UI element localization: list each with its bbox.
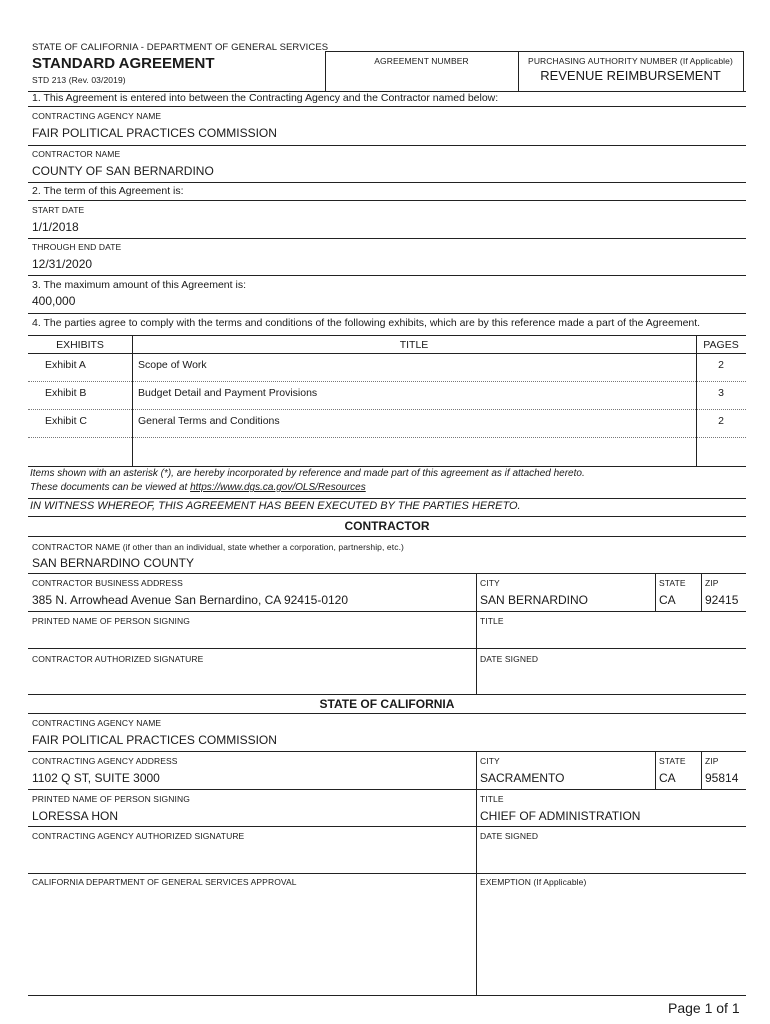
contractor-legal-name-label: CONTRACTOR NAME (if other than an individual, state whether a corporation, partnership, etc.)	[32, 542, 404, 552]
purchasing-authority-field[interactable]: REVENUE REIMBURSEMENT	[540, 68, 721, 83]
exemption-label: EXEMPTION (If Applicable)	[480, 877, 587, 887]
max-amount-field[interactable]: 400,000	[32, 294, 76, 308]
section-2-text: 2. The term of this Agreement is:	[32, 185, 184, 197]
section-4-text: 4. The parties agree to comply with the terms and conditions of the following exhibits, which are by this reference made a part of the Agreement.	[32, 317, 701, 329]
start-date-field[interactable]: 1/1/2018	[32, 220, 79, 234]
contractor-city-label: CITY	[480, 578, 500, 588]
resources-note	[30, 482, 366, 493]
dgs-approval-label: CALIFORNIA DEPARTMENT OF GENERAL SERVICES APPROVAL	[32, 877, 297, 887]
contractor-address-label: CONTRACTOR BUSINESS ADDRESS	[32, 578, 183, 588]
state-date-signed-label: DATE SIGNED	[480, 831, 539, 841]
exhibit-cell: Exhibit A	[45, 359, 86, 371]
contractor-city-field[interactable]: SAN BERNARDINO	[480, 593, 589, 607]
state-agency-name-field[interactable]: FAIR POLITICAL PRACTICES COMMISSION	[32, 733, 277, 747]
state-agency-address-field[interactable]: 1102 Q ST, SUITE 3000	[32, 771, 160, 785]
contractor-printed-name-label: PRINTED NAME OF PERSON SIGNING	[32, 616, 190, 626]
contractor-state-field[interactable]: CA	[659, 593, 676, 607]
form-title: STANDARD AGREEMENT	[32, 55, 215, 72]
title-header: TITLE	[399, 339, 429, 351]
state-zip-field[interactable]: 95814	[705, 771, 739, 785]
contractor-heading: CONTRACTOR	[344, 519, 430, 533]
contractor-state-label: STATE	[659, 578, 686, 588]
contractor-date-signed-field[interactable]	[478, 666, 744, 692]
state-city-field[interactable]: SACRAMENTO	[480, 771, 565, 785]
contractor-title-label: TITLE	[480, 616, 504, 626]
state-title-field[interactable]: CHIEF OF ADMINISTRATION	[480, 809, 641, 823]
exhibit-pages-cell: 3	[718, 387, 724, 399]
state-zip-label: ZIP	[705, 756, 719, 766]
contractor-zip-label: ZIP	[705, 578, 719, 588]
contractor-date-signed-label: DATE SIGNED	[480, 654, 539, 664]
contractor-name-field[interactable]: COUNTY OF SAN BERNARDINO	[32, 164, 214, 178]
state-printed-name-label: PRINTED NAME OF PERSON SIGNING	[32, 794, 190, 804]
state-date-signed-field[interactable]	[478, 843, 744, 871]
exhibit-cell: Exhibit B	[45, 387, 87, 399]
exemption-field[interactable]	[478, 889, 744, 993]
start-date-label: START DATE	[32, 205, 85, 215]
exhibit-title-cell: Scope of Work	[138, 359, 207, 371]
contracting-agency-field[interactable]: FAIR POLITICAL PRACTICES COMMISSION	[32, 126, 277, 140]
pages-header: PAGES	[703, 339, 739, 351]
contractor-name-label: CONTRACTOR NAME	[32, 149, 121, 159]
page-number: Page 1 of 1	[668, 1000, 740, 1016]
state-state-label: STATE	[659, 756, 686, 766]
exhibits-header: EXHIBITS	[56, 339, 104, 351]
witness-statement: IN WITNESS WHEREOF, THIS AGREEMENT HAS BEEN EXECUTED BY THE PARTIES HERETO.	[30, 500, 521, 512]
state-title-label: TITLE	[480, 794, 504, 804]
state-signature-field[interactable]	[28, 843, 474, 871]
contractor-signature-field[interactable]	[28, 666, 474, 692]
exhibit-pages-cell: 2	[718, 415, 724, 427]
agreement-number-label: AGREEMENT NUMBER	[374, 56, 469, 66]
section-3-text: 3. The maximum amount of this Agreement is:	[32, 279, 246, 291]
resources-link[interactable]: https://www.dgs.ca.gov/OLS/Resources	[190, 482, 366, 493]
contractor-zip-field[interactable]: 92415	[705, 593, 739, 607]
state-signature-label: CONTRACTING AGENCY AUTHORIZED SIGNATURE	[32, 831, 245, 841]
form-id: STD 213 (Rev. 03/2019)	[32, 75, 126, 85]
state-agency-name-label: CONTRACTING AGENCY NAME	[32, 718, 162, 728]
exhibit-cell: Exhibit C	[45, 415, 88, 427]
contractor-signature-label: CONTRACTOR AUTHORIZED SIGNATURE	[32, 654, 204, 664]
section-1-text: 1. This Agreement is entered into between the Contracting Agency and the Contractor named below:	[32, 92, 499, 104]
state-printed-name-field[interactable]: LORESSA HON	[32, 809, 119, 823]
state-state-field[interactable]: CA	[659, 771, 676, 785]
resources-note-text: These documents can be viewed at	[30, 482, 191, 493]
state-city-label: CITY	[480, 756, 500, 766]
end-date-label: THROUGH END DATE	[32, 242, 122, 252]
department-line: STATE OF CALIFORNIA - DEPARTMENT OF GENERAL SERVICES	[32, 42, 329, 53]
exhibit-title-cell: Budget Detail and Payment Provisions	[138, 387, 318, 399]
contracting-agency-label: CONTRACTING AGENCY NAME	[32, 111, 162, 121]
state-heading: STATE OF CALIFORNIA	[319, 697, 455, 711]
contractor-legal-name-field[interactable]: SAN BERNARDINO COUNTY	[32, 556, 195, 570]
dgs-approval-field[interactable]	[28, 889, 474, 993]
state-agency-address-label: CONTRACTING AGENCY ADDRESS	[32, 756, 178, 766]
end-date-field[interactable]: 12/31/2020	[32, 257, 93, 271]
purchasing-authority-label: PURCHASING AUTHORITY NUMBER (If Applicable)	[528, 56, 733, 66]
exhibit-pages-cell: 2	[718, 359, 724, 371]
exhibit-title-cell: General Terms and Conditions	[138, 415, 280, 427]
asterisk-note: Items shown with an asterisk (*), are hereby incorporated by reference and made part of this agreement as if attached hereto.	[30, 468, 585, 479]
contractor-address-field[interactable]: 385 N. Arrowhead Avenue San Bernardino, CA 92415-0120	[32, 593, 349, 607]
